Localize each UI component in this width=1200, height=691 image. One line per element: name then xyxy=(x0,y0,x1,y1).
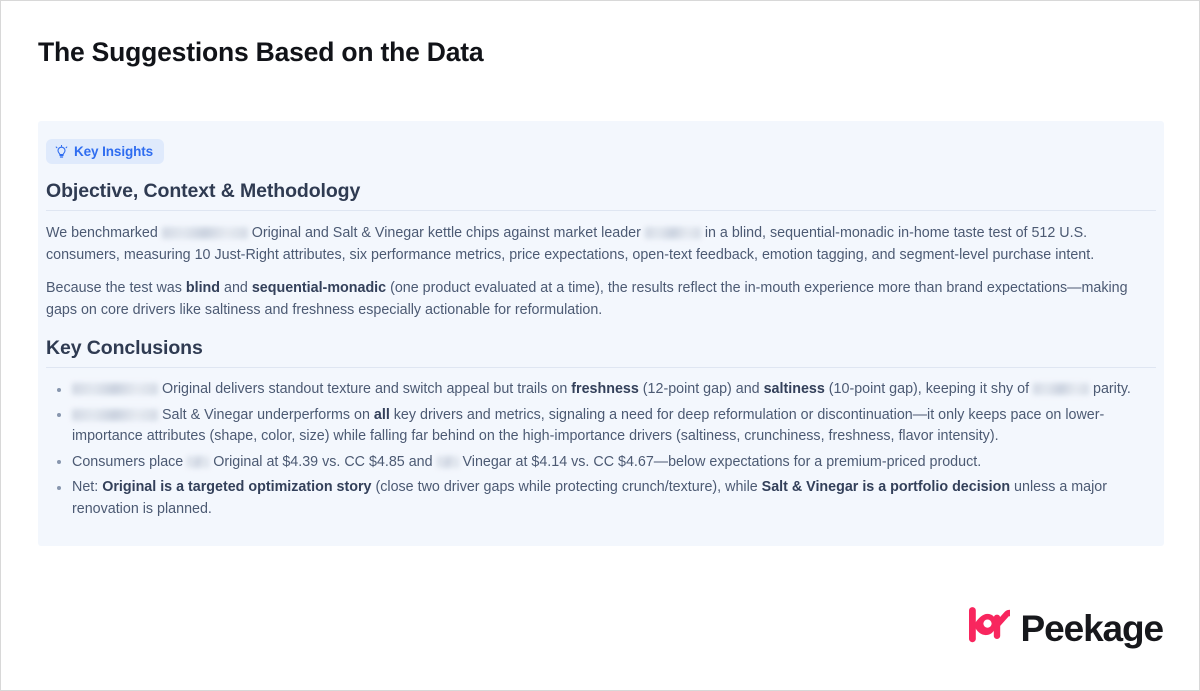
body-paragraph: Because the test was blind and sequential-monadic (one product evaluated at a time), the results reflect the in-mouth experience more than brand expectations—making gaps on core drivers like saltiness and freshness especially actionable for reformulation. xyxy=(46,280,1128,318)
page-title: The Suggestions Based on the Data xyxy=(38,37,484,67)
section-divider xyxy=(46,210,1156,211)
redacted-brand-name xyxy=(162,227,248,239)
list-item: Salt & Vinegar underperforms on all key drivers and metrics, signaling a need for deep reformulation or discontinuation—it only keeps pace on lower-importance attributes (shape, color, size) while falling far behind on the high-importance drivers (saltiness, crunchiness, freshness, flavor intensity). xyxy=(72,405,1156,448)
emphasis-text: all xyxy=(373,406,390,423)
emphasis-text: saltiness xyxy=(763,381,825,397)
lightbulb-icon xyxy=(55,145,68,159)
emphasis-text: blind xyxy=(185,280,221,296)
list-item: Original delivers standout texture and switch appeal but trails on freshness (12-point gap) and saltiness (10-point gap), keeping it shy of parity. xyxy=(72,379,1156,401)
section-heading: Key Conclusions xyxy=(46,337,203,359)
redacted-brand-name xyxy=(72,409,158,421)
redacted-brand-name xyxy=(645,227,701,239)
redacted-brand-name xyxy=(1033,383,1089,395)
emphasis-text: freshness xyxy=(571,381,639,397)
emphasis-text: Salt & Vinegar is a portfolio decision xyxy=(761,479,1011,495)
insights-sections xyxy=(38,180,1164,520)
status-badge-label: Key Insights xyxy=(74,144,154,159)
list-item: Consumers place Original at $4.39 vs. CC $4.85 and Vinegar at $4.14 vs. CC $4.67—below expectations for a premium-priced product. xyxy=(72,452,1156,474)
emphasis-text: Original is a targeted optimization story xyxy=(102,479,372,495)
redacted-brand-name xyxy=(72,383,158,395)
status-badge xyxy=(46,139,164,164)
redacted-brand-name xyxy=(187,456,209,468)
list-item: Net: Original is a targeted optimization story (close two driver gaps while protecting crunch/texture), while Salt & Vinegar is a portfolio decision unless a major renovation is planned. xyxy=(72,477,1156,520)
conclusions-list xyxy=(46,379,1156,520)
peekage-logo xyxy=(966,605,1163,652)
section-divider xyxy=(46,367,1156,368)
emphasis-text: sequential-monadic xyxy=(251,280,387,296)
redacted-brand-name xyxy=(437,456,459,468)
peekage-mark-icon xyxy=(966,605,1010,652)
body-paragraph: We benchmarked Original and Salt & Vinegar kettle chips against market leader in a blind, sequential-monadic in-home taste test of 512 U.S. consumers, measuring 10 Just-Right attributes, six performance metrics, price expectations, open-text feedback, emotion tagging, and segment-level purchase intent. xyxy=(46,225,1095,263)
key-insights-card xyxy=(38,121,1164,546)
peekage-wordmark: Peekage xyxy=(1020,608,1163,649)
section-heading: Objective, Context & Methodology xyxy=(46,180,361,202)
